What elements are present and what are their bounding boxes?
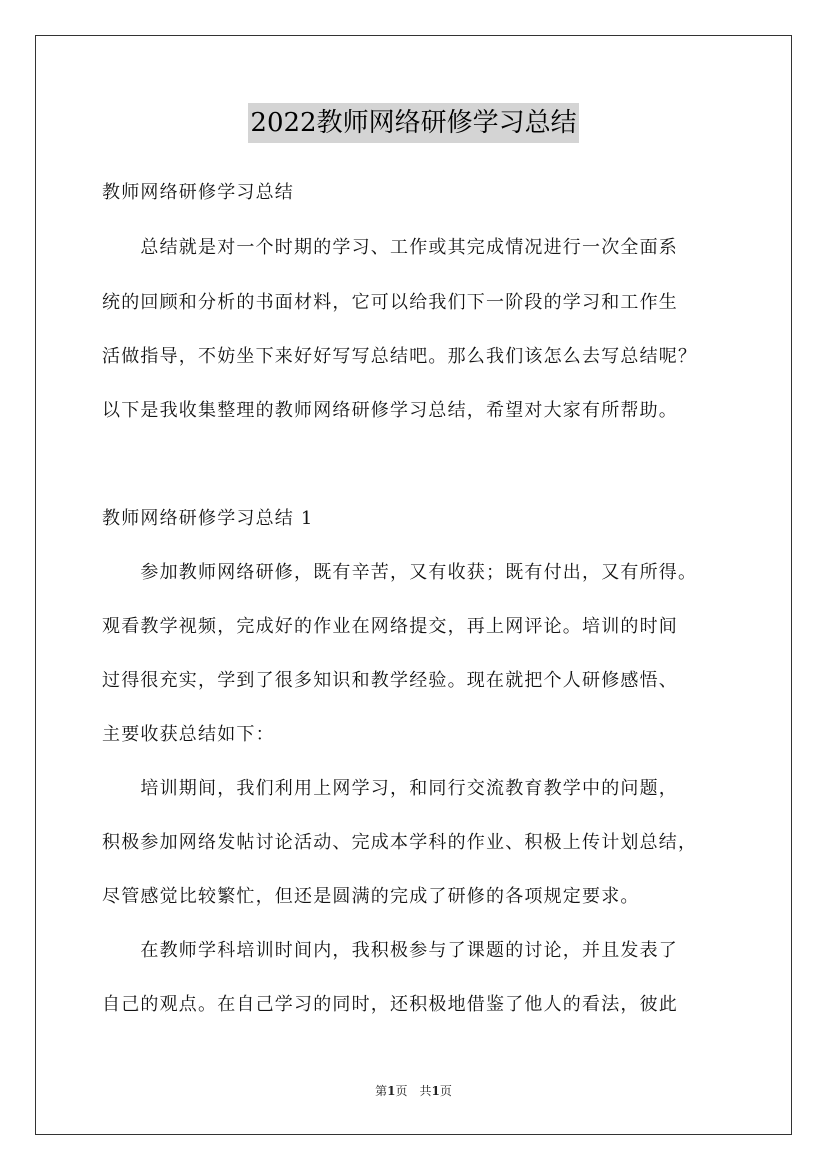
paragraph-line: 过得很充实，学到了很多知识和教学经验。现在就把个人研修感悟、 (102, 670, 678, 691)
title-container (0, 103, 827, 143)
footer-mid: 页 共 (395, 1084, 432, 1098)
paragraph-line: 自己的观点。在自己学习的同时，还积极地借鉴了他人的看法，彼此 (102, 994, 678, 1015)
document-title: 2022教师网络研修学习总结 (248, 103, 578, 143)
paragraph-line: 观看教学视频，完成好的作业在网络提交，再上网评论。培训的时间 (102, 616, 678, 637)
footer-prefix: 第 (375, 1084, 388, 1098)
paragraph-line: 尽管感觉比较繁忙，但还是圆满的完成了研修的各项规定要求。 (102, 886, 640, 907)
section-heading: 教师网络研修学习总结 (102, 182, 294, 203)
paragraph-line: 参加教师网络研修，既有辛苦，又有收获；既有付出，又有所得。 (102, 562, 698, 583)
paragraph-line: 统的回顾和分析的书面材料，它可以给我们下一阶段的学习和工作生 (102, 292, 678, 313)
paragraph-line: 主要收获总结如下： (102, 724, 275, 745)
footer-page-current: 1 (387, 1084, 396, 1098)
footer-suffix: 页 (439, 1084, 452, 1098)
section-heading: 教师网络研修学习总结 1 (102, 508, 314, 529)
paragraph-line: 总结就是对一个时期的学习、工作或其完成情况进行一次全面系 (102, 237, 678, 258)
paragraph-line: 活做指导，不妨坐下来好好写写总结吧。那么我们该怎么去写总结呢？ (102, 346, 698, 367)
paragraph-line: 在教师学科培训时间内，我积极参与了课题的讨论，并且发表了 (102, 940, 678, 961)
paragraph-line: 积极参加网络发帖讨论活动、完成本学科的作业、积极上传计划总结， (102, 832, 698, 853)
footer-page-total: 1 (431, 1084, 440, 1098)
paragraph-line: 以下是我收集整理的教师网络研修学习总结，希望对大家有所帮助。 (102, 400, 678, 421)
paragraph-line: 培训期间，我们利用上网学习，和同行交流教育教学中的问题， (102, 778, 678, 799)
page-footer (0, 1082, 827, 1099)
